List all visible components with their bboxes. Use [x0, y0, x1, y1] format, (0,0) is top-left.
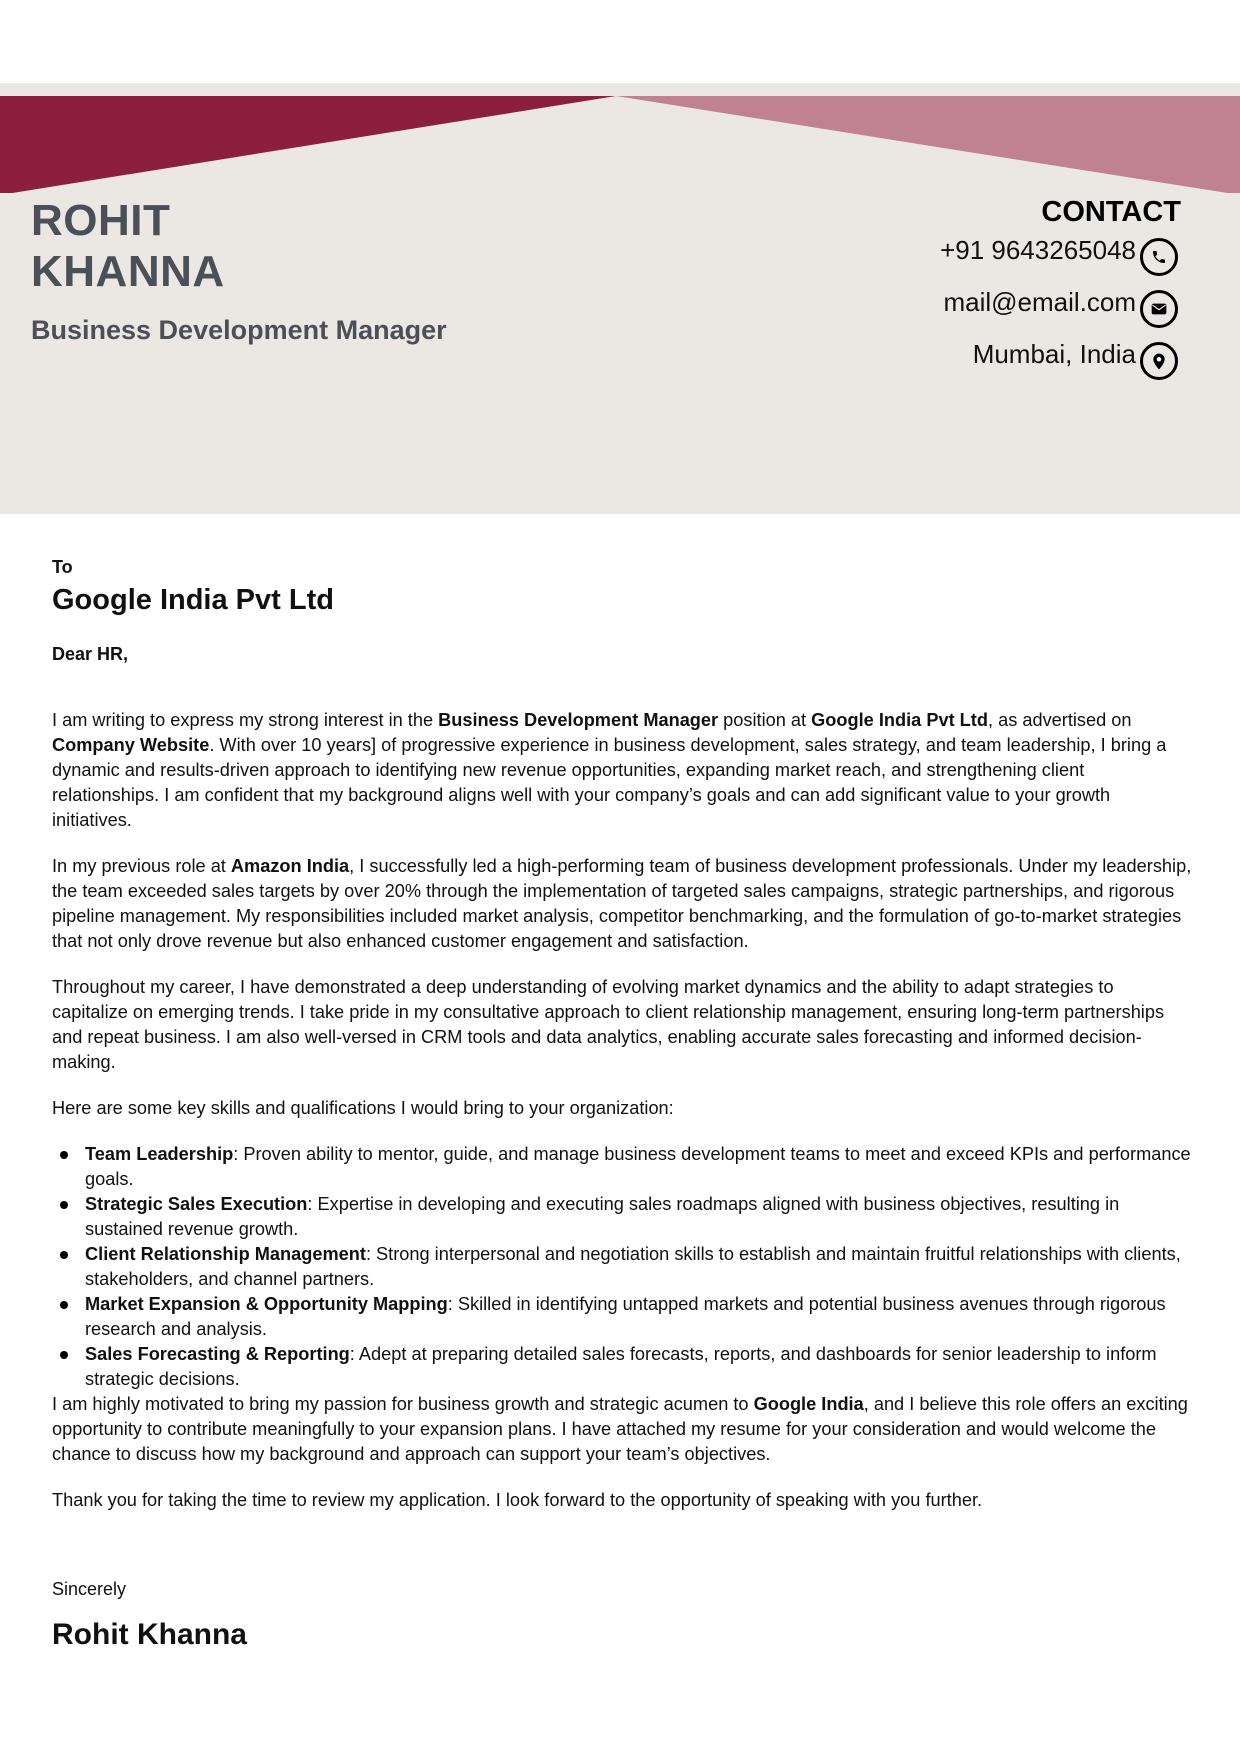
- paragraph-thanks: Thank you for taking the time to review my application. I look forward to the opportunity of speaking with you further.: [52, 1490, 983, 1510]
- last-name: KHANNA: [31, 247, 225, 296]
- bold-run: Google India: [753, 1394, 864, 1414]
- paragraph-motivation: [52, 1392, 1192, 1467]
- skill-text: : Proven ability to mentor, guide, and manage business development teams to meet and exceed KPIs and performance goals.: [85, 1144, 1191, 1189]
- signature-name: Rohit Khanna: [52, 1618, 247, 1651]
- salutation: Dear HR,: [52, 644, 129, 664]
- skill-title: Team Leadership: [85, 1144, 234, 1164]
- banner-right-shape: [616, 96, 1240, 193]
- skills-list: [52, 1142, 1192, 1392]
- letter-body: [52, 555, 1192, 1651]
- text-run: position at: [718, 710, 812, 730]
- bold-run: Amazon India: [230, 856, 350, 876]
- contact-heading: CONTACT: [1041, 196, 1181, 228]
- bullet-icon: [60, 1201, 68, 1209]
- skill-title: Client Relationship Management: [85, 1244, 366, 1264]
- banner-left-shape: [0, 96, 616, 193]
- text-run: . With over 10 years] of progressive experience in business development, sales strategy, and team leadership, I bring a dynamic and results-driven approach to identifying new revenue opportunities, expanding market reach, and strengthening client relationships. I am confident that my background aligns well with your company’s goals and can add significant value to your growth initiatives.: [52, 735, 1167, 830]
- text-run: , and I believe this role offers an exciting opportunity to contribute meaningfully to your expansion plans. I have attached my resume for your consideration and would welcome the chance to discuss how my background and approach can support your team’s objectives.: [52, 1394, 1188, 1464]
- skill-text: : Skilled in identifying untapped markets and potential business avenues through rigorous research and analysis.: [85, 1294, 1166, 1339]
- list-item: [85, 1292, 1192, 1342]
- location-text: Mumbai, India: [972, 338, 1136, 369]
- recipient-company: Google India Pvt Ltd: [52, 584, 334, 616]
- envelope-icon: [1140, 290, 1178, 328]
- sign-off: Sincerely: [52, 1579, 127, 1599]
- bullet-icon: [60, 1151, 68, 1159]
- skill-text: : Expertise in developing and executing sales roadmaps aligned with business objectives, resulting in sustained revenue growth.: [85, 1194, 1120, 1239]
- skill-title: Strategic Sales Execution: [85, 1194, 308, 1214]
- skill-text: : Strong interpersonal and negotiation skills to establish and maintain fruitful relationships with clients, stakeholders, and channel partners.: [85, 1244, 1181, 1289]
- paragraph-career: Throughout my career, I have demonstrated a deep understanding of evolving market dynamics and the ability to adapt strategies to capitalize on emerging trends. I take pride in my consultative approach to client relationship management, ensuring long-term partnerships and repeat business. I am also well-versed in CRM tools and data analytics, enabling accurate sales forecasting and informed decision-making.: [52, 977, 1165, 1072]
- contact-location: [973, 339, 1178, 383]
- list-item: [85, 1242, 1192, 1292]
- paragraph-experience: [52, 854, 1192, 954]
- contact-phone: [940, 235, 1178, 279]
- list-item: [85, 1342, 1192, 1392]
- skill-title: Market Expansion & Opportunity Mapping: [85, 1294, 448, 1314]
- bullet-icon: [60, 1301, 68, 1309]
- text-run: , I successfully led a high-performing team of business development professionals. Under my leadership, the team exceeded sales targets by over 20% through the implementation of targeted sales campaigns, strategic partnerships, and rigorous pipeline management. My responsibilities included market analysis, competitor benchmarking, and the formulation of go-to-market strategies that not only drove revenue but also enhanced customer engagement and satisfaction.: [52, 856, 1192, 951]
- bold-run: Company Website: [52, 735, 210, 755]
- bullet-icon: [60, 1251, 68, 1259]
- skill-title: Sales Forecasting & Reporting: [85, 1344, 350, 1364]
- contact-email: [943, 287, 1178, 331]
- phone-icon: [1140, 238, 1178, 276]
- text-run: , as advertised on: [987, 710, 1132, 730]
- first-name: ROHIT: [31, 196, 171, 245]
- header-band: [0, 83, 1240, 514]
- skill-text: : Adept at preparing detailed sales forecasts, reports, and dashboards for senior leadership to inform strategic decisions.: [85, 1344, 1157, 1389]
- list-item: [85, 1192, 1192, 1242]
- bold-run: Google India Pvt Ltd: [811, 710, 988, 730]
- paragraph-intro: [52, 708, 1192, 833]
- list-item: [85, 1142, 1192, 1192]
- bold-run: Business Development Manager: [438, 710, 719, 730]
- email-text: mail@email.com: [943, 286, 1136, 317]
- paragraph-skills-intro: Here are some key skills and qualifications I would bring to your organization:: [52, 1098, 674, 1118]
- text-run: I am writing to express my strong interest in the: [52, 710, 439, 730]
- phone-text: +91 9643265048: [940, 234, 1136, 265]
- applicant-name: [31, 195, 225, 297]
- bullet-icon: [60, 1351, 68, 1359]
- location-pin-icon: [1140, 342, 1178, 380]
- header-banner: [0, 83, 1240, 193]
- text-run: I am highly motivated to bring my passion for business growth and strategic acumen to: [52, 1394, 754, 1414]
- text-run: In my previous role at: [52, 856, 231, 876]
- recipient-label: To: [52, 557, 73, 577]
- applicant-role: Business Development Manager: [31, 315, 447, 345]
